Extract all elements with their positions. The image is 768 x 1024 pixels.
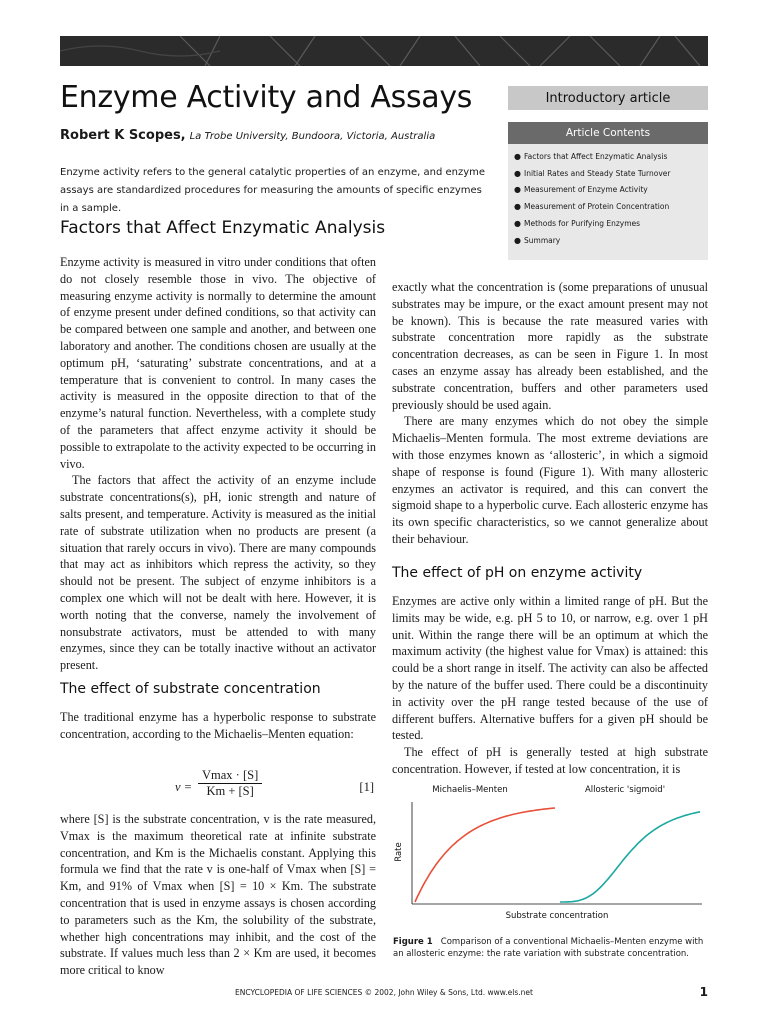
michaelis-menten-curve (415, 808, 555, 902)
paragraph: where [S] is the substrate concentration, v is the rate measured, Vmax is the maximum theoretical rate at infinite substrate concentration, and Km is the Michaelis constant. Applying this formula we find that the rate v is one-half of Vmax when [S] = Km, and 91% of Vmax when [S] = 10 × Km. The substrate concentration that is used in enzyme assays is chosen according to parameters such as the Km, the solubility of the substrate, whether high concentrations may inhibit, and the cost of the substrate. If values much less than 2 × Km are used, it becomes more critical to know (60, 812, 376, 978)
paragraph: exactly what the concentration is (some preparations of unusual substrates may be impure, or the exact amount present may not be known). This is because the rate measured varies with substrate concentration more rapidly as the substrate concentration decreases, as can be seen in Figure 1. In most cases an enzyme assay has already been established, and the substrate concentration, buffers and other parameters used previously should be used again. (392, 280, 708, 412)
bullet-icon: ● (514, 151, 521, 161)
left-column-section2b (60, 811, 376, 979)
author-name: Robert K Scopes, (60, 128, 186, 143)
paragraph: Enzyme activity is measured in vitro under conditions that often do not closely resemble those in vivo. The objective of measuring enzyme activity is normally to determine the amount of enzyme present under defined conditions, so that activity can be compared between one sample and another, and between one laboratory and another. The conditions chosen are usually at the optimum pH, ‘saturating’ substrate concentrations, and at a temperature that is convenient to control. In many cases the activity is measured in the opposite direction to that of the enzyme’s natural function. Nevertheless, with a complete study of the parameters that affect enzyme activity it should be possible to extrapolate to the activity expected to be occurring in vivo. (60, 255, 376, 471)
contents-item[interactable]: ● Factors that Affect Enzymatic Analysis (514, 151, 668, 161)
bullet-icon: ● (514, 235, 521, 245)
y-axis-label: Rate (394, 842, 404, 862)
left-column-section1 (60, 254, 376, 674)
paragraph: Enzymes are active only within a limited range of pH. But the limits may be wide, e.g. pH 5 to 10, or narrow, e.g. over 1 pH unit. Within the range there will be an optimum at which the maximum activity (the highest value for Vmax) is attained: this could be a short range in itself. The activity can also be affected by the nature of the buffer used. There could be a discontinuity in activity over the pH range tested because of the use of different buffers. Alternative buffers for a given pH should be tested. (392, 594, 708, 743)
allosteric-curve (560, 812, 700, 902)
bullet-icon: ● (514, 168, 521, 178)
bullet-icon: ● (514, 219, 521, 229)
equation-number: [1] (359, 780, 374, 794)
x-axis-label: Substrate concentration (505, 911, 609, 921)
left-column-section2a (60, 709, 376, 743)
equation-lhs: v = (175, 780, 193, 794)
section-heading-factors: Factors that Affect Enzymatic Analysis (60, 218, 386, 238)
bullet-icon: ● (514, 202, 521, 212)
paragraph: The traditional enzyme has a hyperbolic response to substrate concentration, according to the Michaelis–Menten equation: (60, 710, 376, 741)
right-column-section3 (392, 593, 708, 778)
label-michaelis-menten: Michaelis–Menten (432, 785, 508, 795)
article-type-badge: Introductory article (508, 86, 708, 110)
right-column-continuation (392, 279, 708, 548)
author-affiliation: La Trobe University, Bundoora, Victoria, Australia (189, 131, 436, 142)
contents-title: Article Contents (508, 122, 708, 144)
page-footer: ENCYCLOPEDIA OF LIFE SCIENCES © 2002, John Wiley & Sons, Ltd. www.els.net (235, 988, 533, 997)
section-heading-ph: The effect of pH on enzyme activity (392, 565, 643, 581)
equation-numerator: Vmax · [S] (198, 768, 262, 784)
paragraph: There are many enzymes which do not obey the simple Michaelis–Menten formula. The most extreme deviations are with those enzymes known as ‘allosteric’, in which a sigmoid shape of response is found (Figure 1). With many allosteric enzymes an activator is required, and this can convert the sigmoid shape to a hyperbolic curve. Each allosteric enzyme has its own specific characteristics, so we cannot generalize about their behaviour. (392, 414, 708, 546)
contents-item[interactable]: ● Initial Rates and Steady State Turnover (514, 168, 671, 178)
contents-item[interactable]: ● Methods for Purifying Enzymes (514, 219, 641, 229)
contents-item[interactable]: ● Measurement of Enzyme Activity (514, 185, 648, 195)
michaelis-menten-equation (60, 768, 380, 808)
article-title: Enzyme Activity and Assays (60, 80, 473, 115)
figure-1-plot (390, 780, 710, 930)
contents-item[interactable]: ● Measurement of Protein Concentration (514, 202, 670, 212)
header-banner (60, 36, 708, 66)
equation-fraction (198, 768, 262, 799)
contents-item[interactable]: ● Summary (514, 235, 561, 245)
contents-list (508, 144, 708, 260)
figure-caption-text: Comparison of a conventional Michaelis–Menten enzyme with an allosteric enzyme: the rate variation with substrate concentration. (393, 937, 704, 959)
author-line (60, 127, 435, 143)
label-allosteric: Allosteric 'sigmoid' (584, 785, 666, 795)
page-number: 1 (699, 985, 708, 999)
article-summary: Enzyme activity refers to the general catalytic properties of an enzyme, and enzyme assays are standardized procedures for measuring the amounts of specific enzymes in a sample. (60, 167, 486, 214)
banner-pattern (60, 36, 708, 66)
section-heading-substrate: The effect of substrate concentration (60, 681, 321, 697)
bullet-icon: ● (514, 185, 521, 195)
paragraph: The effect of pH is generally tested at high substrate concentration. However, if tested at low concentration, it is (392, 745, 708, 776)
figure-1 (390, 780, 710, 930)
paragraph: The factors that affect the activity of an enzyme include substrate concentrations(s), pH, ionic strength and nature of salts present, and temperature. Activity is measured as the initial rate of substrate utilization when no products are present (a situation that rarely occurs in vivo). There are many compounds that may act as inhibitors which repress the activity, so they should not be present. The subject of enzyme inhibitors is a complex one which will not be dealt with here. However, it is worth noting that the converse, namely the involvement of nonsubstrate activators, must be attended to with many enzymes, since they can be totally inactive without an activator present. (60, 473, 376, 673)
equation-denominator: Km + [S] (206, 784, 254, 798)
figure-caption (393, 936, 713, 960)
figure-caption-label: Figure 1 (393, 937, 433, 947)
